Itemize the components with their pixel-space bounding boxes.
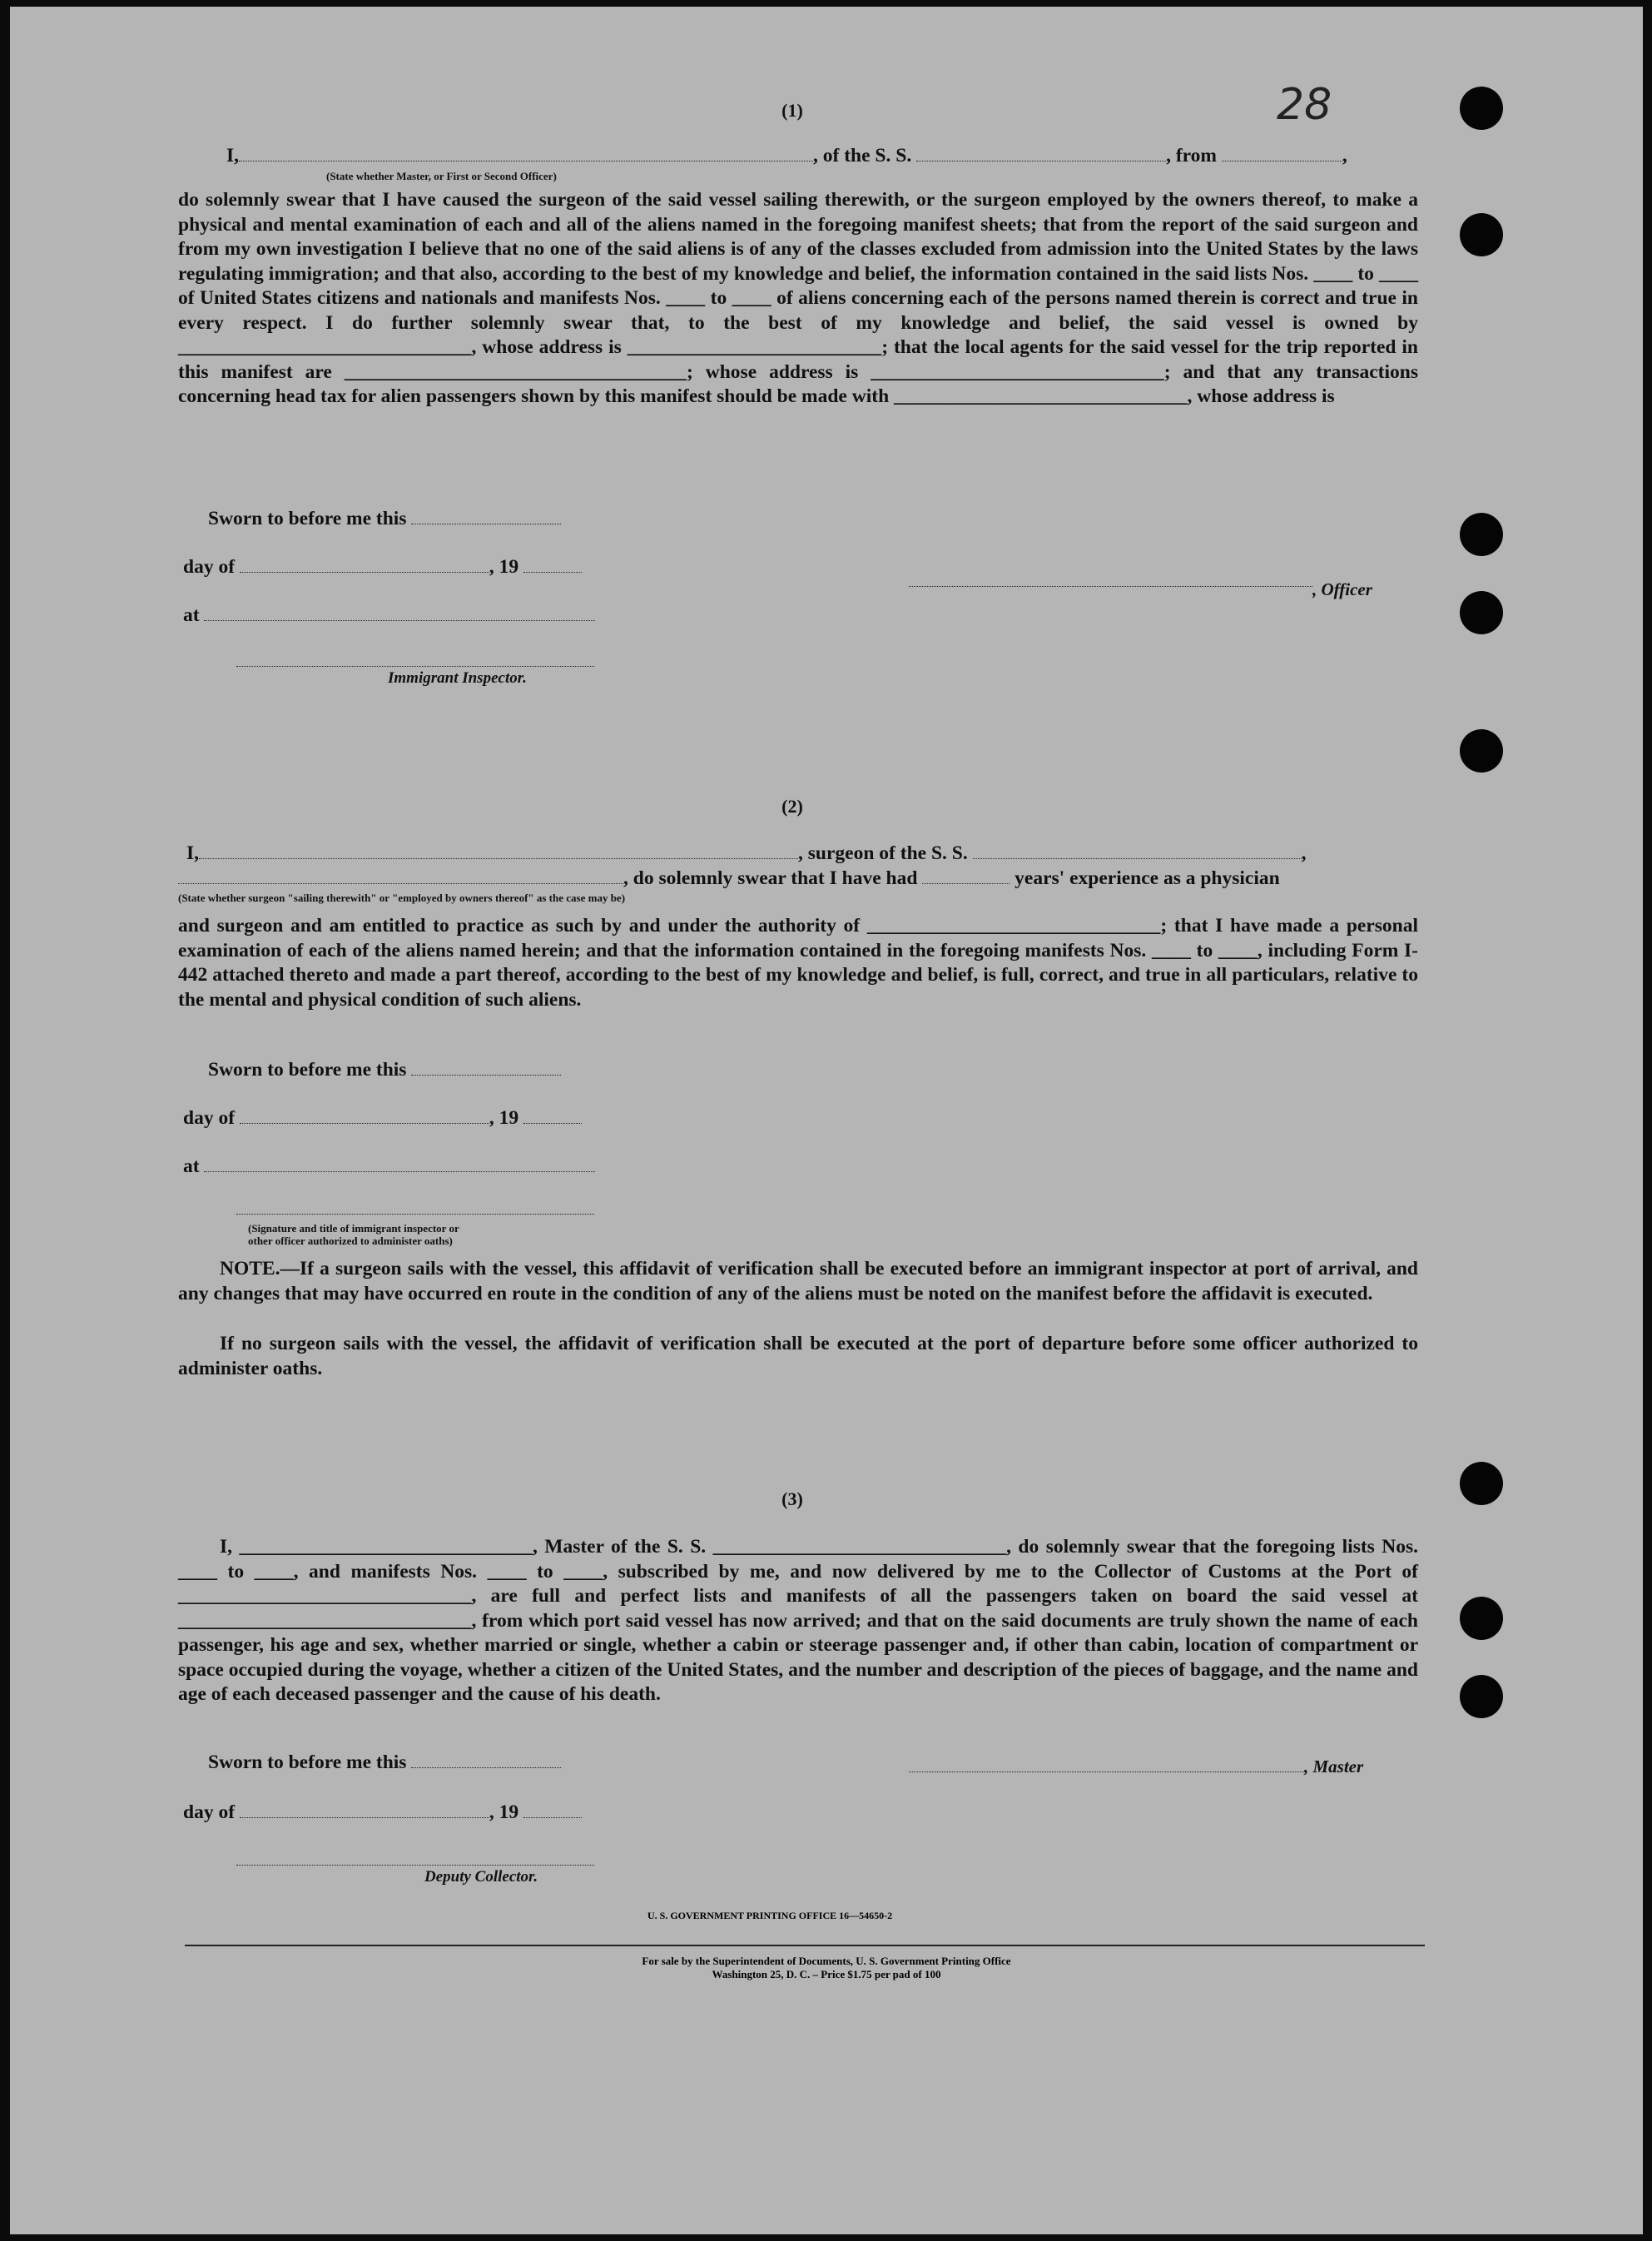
section-number: (3) — [781, 1488, 803, 1509]
master-signature-line — [909, 1771, 1304, 1772]
handwritten-page-number: 28 — [1277, 80, 1332, 130]
deputy-label: Deputy Collector. — [424, 1868, 538, 1886]
section-1-at: at — [183, 604, 595, 627]
footer-line-1: For sale by the Superintendent of Documents, U. S. Government Printing Office — [642, 1955, 1011, 1967]
section-2-at: at — [183, 1155, 595, 1178]
section-1-sworn: Sworn to before me this — [208, 508, 561, 530]
punch-hole — [1460, 1675, 1503, 1718]
printing-office-imprint: U. S. GOVERNMENT PRINTING OFFICE 16—54650-2 — [647, 1910, 893, 1921]
no-surgeon-paragraph: If no surgeon sails with the vessel, the affidavit of verification shall be executed at the port of departure before some officer authorized to administer oaths. — [178, 1333, 1418, 1379]
section-2-body: and surgeon and am entitled to practice as such by and under the authority of ______________________________; that I have made a personal examination of each of the aliens named herein; and that the information contained in the foregoing manifests Nos. ____ to ____, including Form I-442 attached thereto and made a part thereof, according to the best of my knowledge and belief, is full, correct, and true in all particulars, relative to the mental and physical condition of such aliens. — [178, 915, 1418, 1011]
punch-hole — [1460, 591, 1503, 634]
section-3-day: day of , 19 — [183, 1801, 582, 1824]
punch-hole — [1460, 213, 1503, 256]
punch-hole — [1460, 513, 1503, 556]
section-3-body: I, ______________________________, Master of the S. S. ______________________________, do solemnly swear that the foregoing lists Nos. ____ to ____, and manifests Nos. ____ to ____, subscribed by me, and now delivered by me to the Collector of Customs at the Port of ______________________________, are full and perfect lists and manifests of all the passengers taken on board the said vessel at ______________________________, from which port said vessel has now arrived; and that on the said documents are truly shown the name of each passenger, his age and sex, whether married or single, whether a cabin or steerage passenger and, if other than cabin, location of compartment or space occupied during the voyage, whether a citizen of the United States, and the number and description of the pieces of baggage, and the name and age of each deceased passenger and the cause of his death. — [178, 1536, 1418, 1705]
section-number: (2) — [781, 796, 803, 817]
punch-hole — [1460, 1462, 1503, 1505]
surgeon-note-paragraph: NOTE.—If a surgeon sails with the vessel, this affidavit of verification shall be executed before an immigrant inspector at port of arrival, and any changes that may have occurred en route in the condition of any of the aliens must be noted on the manifest before the affidavit is executed. — [178, 1258, 1418, 1304]
master-note: (State whether Master, or First or Second Officer) — [326, 170, 557, 182]
manifest-page — [10, 7, 1643, 2234]
section-3-sworn: Sworn to before me this — [208, 1752, 561, 1774]
section-1-day: day of , 19 — [183, 556, 582, 579]
punch-hole — [1460, 729, 1503, 773]
punch-hole — [1460, 1597, 1503, 1640]
section-number: (1) — [781, 100, 803, 121]
signature-note-2: other officer authorized to administer oaths) — [248, 1235, 453, 1247]
footer-rule — [185, 1945, 1425, 1946]
section-2-day: day of , 19 — [183, 1107, 582, 1130]
section-1-line-1: I, , of the S. S. , from , — [226, 145, 1347, 166]
section-1-body: do solemnly swear that I have caused the surgeon of the said vessel sailing therewith, or the surgeon employed by the owners thereof, to make a physical and mental examination of each and all of the aliens named in the foregoing manifest sheets; that from the report of the said surgeon and from my own investigation I believe that no one of the said aliens is of any of the classes excluded from admission into the United States by the laws regulating immigration; and that also, according to the best of my knowledge and belief, the information contained in the said lists Nos. ____ to ____ of United States citizens and nationals and manifests Nos. ____ to ____ of aliens concerning each of the persons named therein is correct and true in every respect. I do further solemnly swear that, to the best of my knowledge and belief, the said vessel is owned by ______________________________, whose address is __________________________; that the local agents for the said vessel for the trip reported in this manifest are ___________________________________; whose address is ______________________________; and that any transactions concerning head tax for alien passengers shown by this manifest should be made with ______________________________, whose address is — [178, 189, 1418, 407]
surgeon-note: (State whether surgeon "sailing therewith" or "employed by owners thereof" as the case may be) — [178, 892, 626, 904]
section-3 — [168, 7, 1416, 2088]
deputy-signature-line — [236, 1865, 594, 1866]
inspector-label: Immigrant Inspector. — [388, 669, 527, 687]
section-2-line-2: , do solemnly swear that I have had years' experience as a physician — [178, 867, 1280, 890]
footer-line-2: Washington 25, D. C. – Price $1.75 per pad of 100 — [712, 1968, 941, 1980]
signature-note-1: (Signature and title of immigrant inspector or — [248, 1222, 459, 1235]
section-2-sworn: Sworn to before me this — [208, 1059, 561, 1081]
master-label: , Master — [1304, 1757, 1364, 1776]
punch-hole — [1460, 87, 1503, 130]
officer-label: , Officer — [1312, 579, 1372, 599]
section-2-line-1: I, , surgeon of the S. S. , — [186, 842, 1307, 864]
